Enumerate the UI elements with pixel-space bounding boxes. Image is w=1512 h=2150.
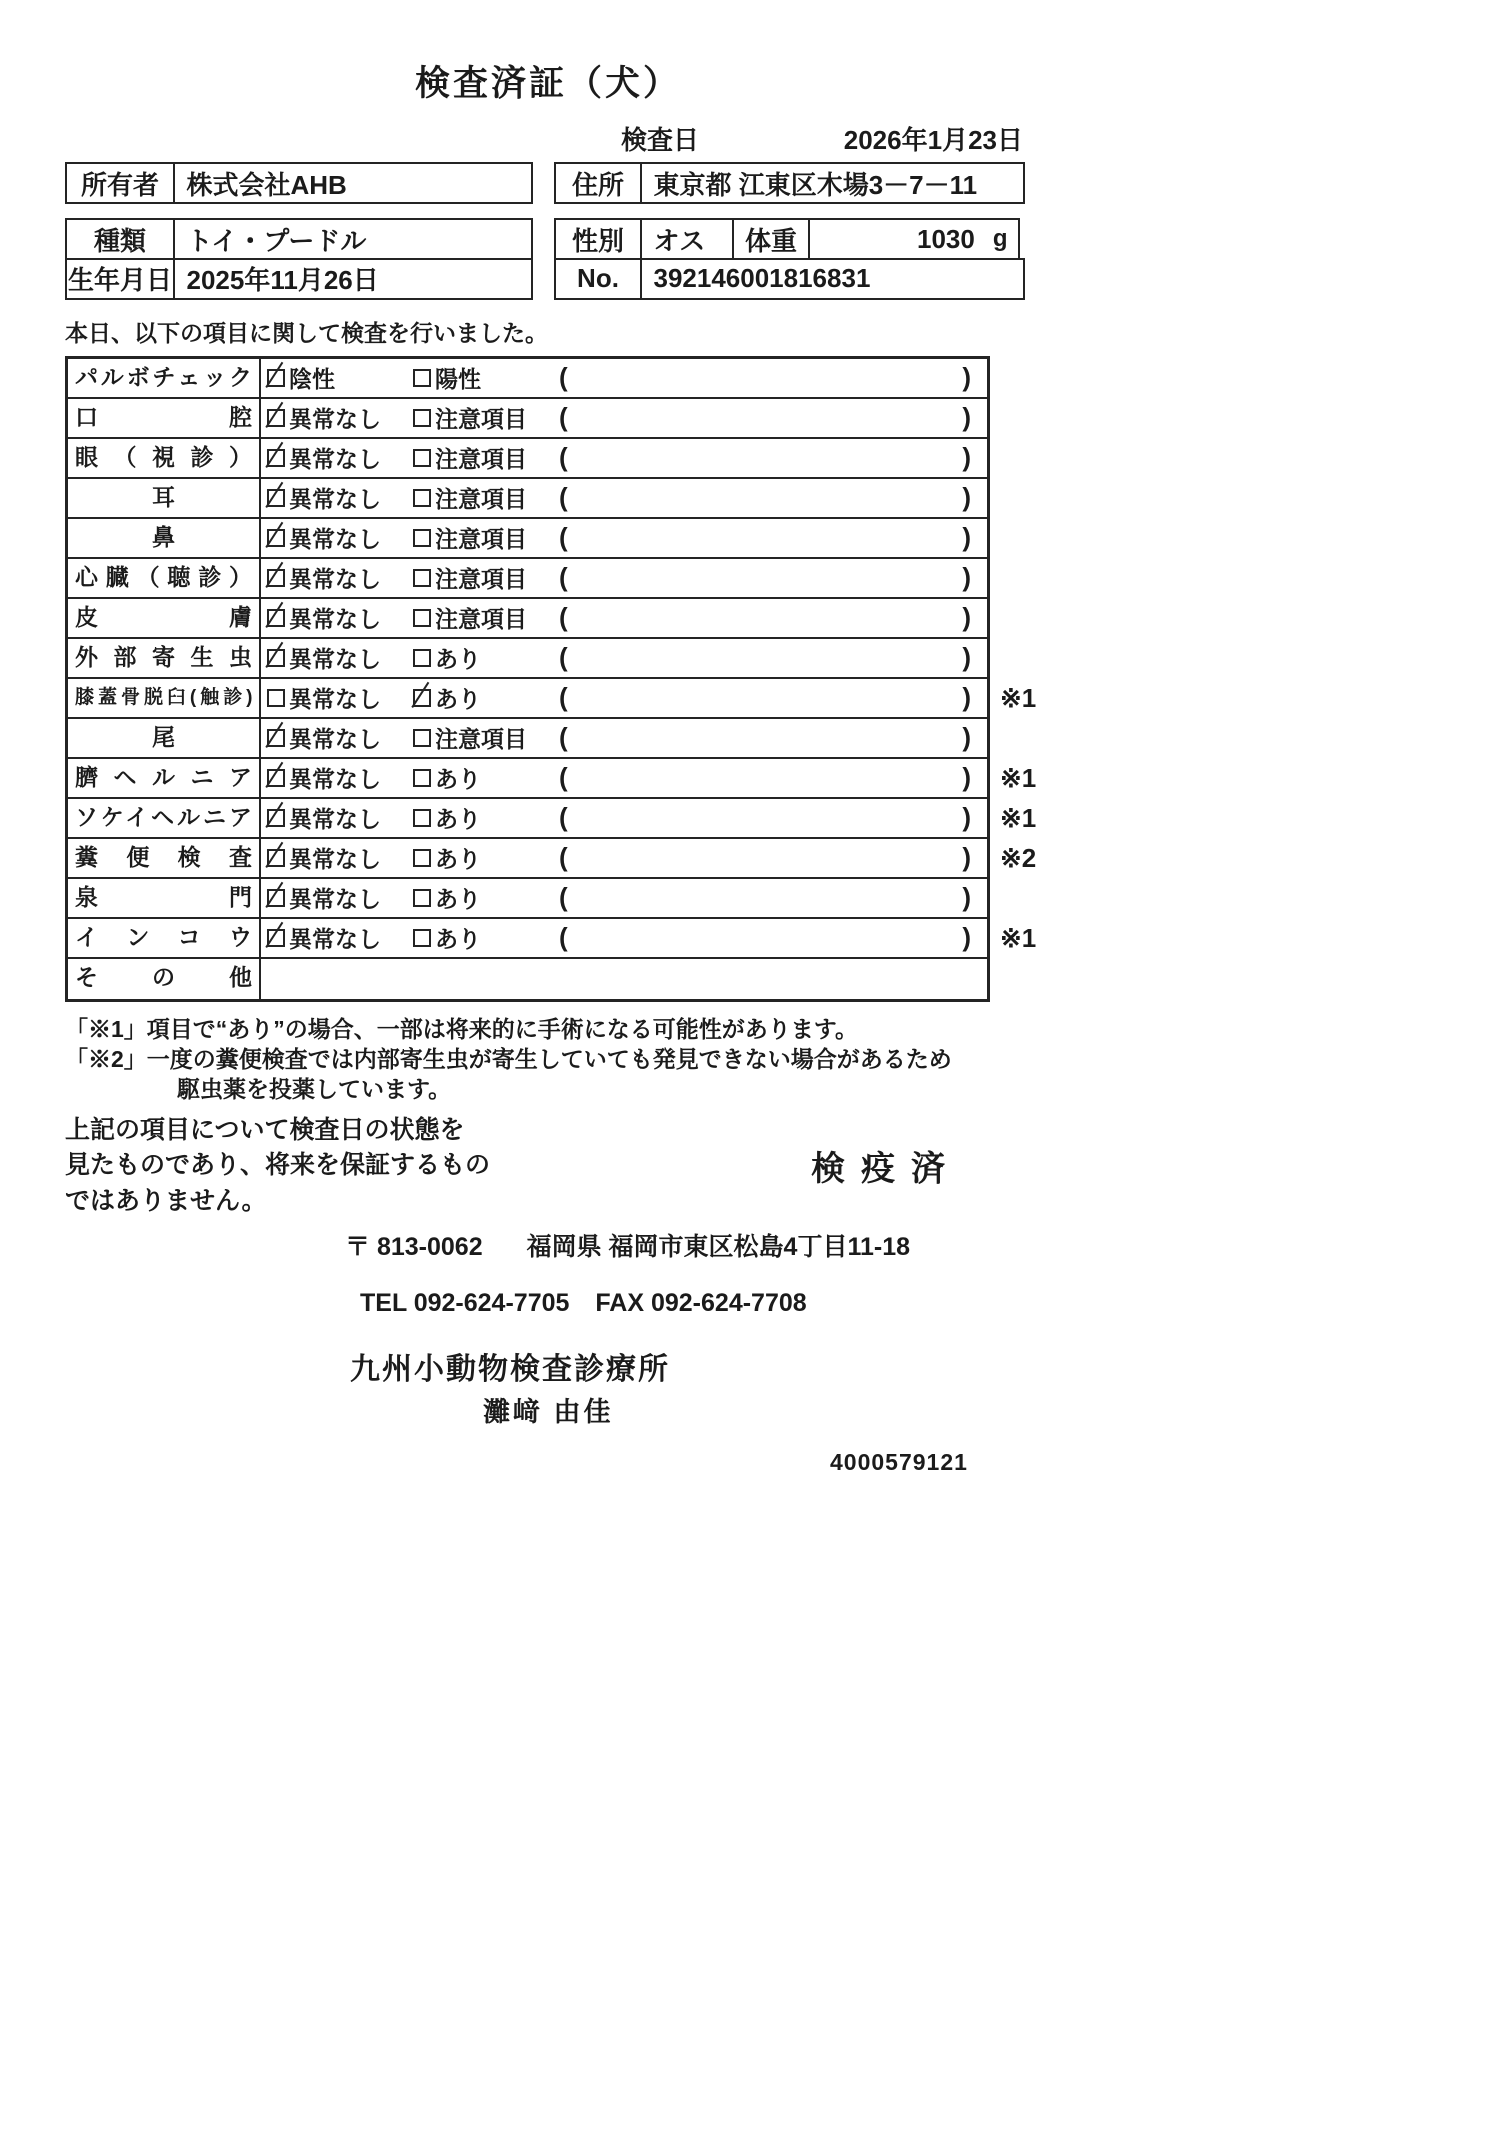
check-item-label: 糞便検査 (68, 839, 261, 877)
birthdate-value: 2025年11月26日 (173, 258, 533, 300)
remark-note: ※1 (1000, 922, 1037, 953)
paren-open: ( (559, 522, 568, 552)
paren-close: ) (962, 802, 971, 832)
check-options (261, 399, 987, 437)
check-option-label: 異常なし (289, 886, 381, 912)
paren-close: ) (962, 722, 971, 752)
checkbox-empty-icon (413, 609, 431, 627)
check-options (261, 799, 987, 837)
result-parentheses (559, 842, 987, 873)
check-option (267, 401, 413, 434)
checkbox-checked-icon (267, 569, 285, 587)
check-row (68, 879, 987, 919)
owner-row (65, 162, 1031, 204)
checkbox-checked-icon (267, 369, 285, 387)
check-options (261, 879, 987, 917)
check-option-label: 異常なし (289, 806, 381, 832)
check-item-label: 泉門 (68, 879, 261, 917)
owner-label: 所有者 (65, 162, 175, 204)
paren-close: ) (962, 642, 971, 672)
check-option-label: あり (435, 766, 481, 792)
check-option (267, 441, 413, 474)
result-parentheses (559, 642, 987, 673)
checkbox-empty-icon (413, 809, 431, 827)
check-option (267, 681, 413, 714)
clinic-address: 福岡県 福岡市東区松島4丁目11-18 (526, 1233, 911, 1262)
check-option (267, 841, 413, 874)
check-option-label: 陰性 (289, 366, 335, 392)
check-option (413, 761, 559, 794)
result-parentheses (559, 762, 987, 793)
check-option-label: 異常なし (289, 566, 381, 592)
check-options (261, 639, 987, 677)
clinic-postal-code: 〒 813-0062 (345, 1233, 483, 1262)
paren-close: ) (962, 562, 971, 592)
check-option-label: あり (435, 806, 481, 832)
check-options (261, 759, 987, 797)
check-option-label: あり (435, 926, 481, 952)
check-option (413, 721, 559, 754)
result-parentheses (559, 802, 987, 833)
check-row (68, 639, 987, 679)
check-item-label: 口腔 (68, 399, 261, 437)
check-option (413, 801, 559, 834)
check-options (261, 679, 987, 717)
breed-row (65, 218, 1031, 260)
check-option-label: 注意項目 (435, 606, 527, 632)
check-row (68, 519, 987, 559)
birthdate-label: 生年月日 (65, 258, 175, 300)
checkbox-empty-icon (413, 769, 431, 787)
paren-close: ) (962, 522, 971, 552)
check-row (68, 679, 1037, 719)
check-option-label: あり (435, 646, 481, 672)
paren-open: ( (559, 842, 568, 872)
checkbox-checked-icon (267, 929, 285, 947)
check-row (68, 719, 987, 759)
checkbox-empty-icon (413, 849, 431, 867)
check-option-label: 陽性 (435, 366, 481, 392)
check-option-label: あり (435, 846, 481, 872)
sex-label: 性別 (554, 218, 642, 260)
check-option (413, 361, 559, 394)
check-item-label: その他 (68, 959, 261, 999)
paren-close: ) (962, 922, 971, 952)
disclaimer-text (65, 1113, 490, 1220)
paren-open: ( (559, 802, 568, 832)
remark-note: ※2 (1000, 842, 1037, 873)
document-serial-number: 4000579121 (830, 1449, 968, 1476)
check-option (267, 601, 413, 634)
check-item-label: ソケイヘルニア (68, 799, 261, 837)
veterinarian-name: 灘﨑 由佳 (483, 1397, 614, 1428)
check-row (68, 839, 1037, 879)
result-parentheses (559, 882, 987, 913)
result-parentheses (559, 362, 987, 393)
intro-text: 本日、以下の項目に関して検査を行いました。 (65, 319, 548, 346)
disclaimer-line-2: 見たものであり、将来を保証するもの (65, 1151, 491, 1180)
check-options (261, 559, 987, 597)
remark-note: ※1 (1000, 682, 1037, 713)
paren-close: ) (962, 362, 971, 392)
address-value: 東京都 江東区木場3－7－11 (640, 162, 1025, 204)
checkbox-checked-icon (267, 489, 285, 507)
check-options (261, 359, 987, 397)
checkbox-empty-icon (413, 489, 431, 507)
weight-label: 体重 (732, 218, 810, 260)
birthdate-row (65, 258, 1031, 300)
result-parentheses (559, 482, 987, 513)
paren-close: ) (962, 442, 971, 472)
footnote-line-3: 駆虫薬を投薬しています。 (177, 1076, 452, 1103)
check-option (413, 681, 559, 714)
clinic-contact-line (65, 1289, 1031, 1318)
paren-open: ( (559, 722, 568, 752)
paren-close: ) (962, 882, 971, 912)
check-option (413, 601, 559, 634)
check-option-label: 注意項目 (435, 566, 527, 592)
check-item-label: パルボチェック (68, 359, 261, 397)
check-option (267, 521, 413, 554)
check-options (261, 599, 987, 637)
result-parentheses (559, 522, 987, 553)
checkbox-empty-icon (413, 569, 431, 587)
check-item-label: 耳 (68, 479, 261, 517)
id-number-value: 392146001816831 (640, 258, 1025, 300)
result-parentheses (559, 922, 987, 953)
paren-close: ) (962, 602, 971, 632)
paren-open: ( (559, 762, 568, 792)
check-option (413, 401, 559, 434)
check-item-label: 眼（視診） (68, 439, 261, 477)
check-option (267, 801, 413, 834)
clinic-fax: FAX 092-624-7708 (595, 1289, 807, 1318)
check-item-label: 臍ヘルニア (68, 759, 261, 797)
page-title: 検査済証（犬） (414, 64, 681, 103)
inspection-date-value: 2026年1月23日 (843, 124, 1023, 155)
paren-open: ( (559, 882, 568, 912)
breed-value: トイ・プードル (173, 218, 533, 260)
paren-open: ( (559, 642, 568, 672)
check-option-label: 注意項目 (435, 446, 527, 472)
check-options (261, 479, 987, 517)
checkbox-empty-icon (413, 369, 431, 387)
paren-close: ) (962, 762, 971, 792)
check-option (413, 841, 559, 874)
check-option (267, 481, 413, 514)
animal-info-table (65, 218, 1031, 300)
check-option (267, 561, 413, 594)
clinic-name: 九州小動物検査診療所 (350, 1353, 670, 1387)
check-row (68, 759, 1037, 799)
check-row (68, 439, 987, 479)
check-option (267, 721, 413, 754)
disclaimer-row (65, 1113, 1031, 1220)
check-options (261, 959, 987, 999)
check-item-label: 外部寄生虫 (68, 639, 261, 677)
result-parentheses (559, 682, 987, 713)
check-item-label: 鼻 (68, 519, 261, 557)
paren-close: ) (962, 842, 971, 872)
check-options (261, 519, 987, 557)
check-option-label: 異常なし (289, 486, 381, 512)
clinic-tel: TEL 092-624-7705 (360, 1289, 570, 1318)
check-option-label: 異常なし (289, 766, 381, 792)
check-options (261, 439, 987, 477)
check-options (261, 839, 987, 877)
check-option-label: 異常なし (289, 726, 381, 752)
weight-value: 1030 (916, 223, 975, 254)
id-number-label: No. (554, 258, 642, 300)
checkbox-checked-icon (267, 529, 285, 547)
check-item-label: 心臓（聴診） (68, 559, 261, 597)
check-item-label: 膝蓋骨脱臼(触診) (68, 679, 261, 717)
check-row (68, 599, 987, 639)
check-option-label: 異常なし (289, 406, 381, 432)
check-option-label: 異常なし (289, 686, 381, 712)
check-row (68, 919, 1037, 959)
footnote-line-1: 「※1」項目で“あり”の場合、一部は将来的に手術になる可能性があります。 (65, 1015, 858, 1042)
certificate-content (65, 56, 1037, 1476)
check-option-label: 注意項目 (435, 726, 527, 752)
check-option-label: 異常なし (289, 446, 381, 472)
check-option (413, 921, 559, 954)
checkbox-empty-icon (413, 409, 431, 427)
weight-unit: g (992, 225, 1008, 252)
checkbox-empty-icon (413, 649, 431, 667)
remark-note: ※1 (1000, 802, 1037, 833)
table-gap (533, 162, 557, 204)
check-option-label: 異常なし (289, 646, 381, 672)
check-option (413, 521, 559, 554)
result-parentheses (559, 722, 987, 753)
paren-open: ( (559, 362, 568, 392)
checkbox-empty-icon (267, 689, 285, 707)
checkbox-checked-icon (267, 609, 285, 627)
check-table (65, 356, 1037, 1002)
paren-open: ( (559, 922, 568, 952)
check-item-label: 皮膚 (68, 599, 261, 637)
check-option (267, 881, 413, 914)
check-item-label: 尾 (68, 719, 261, 757)
check-row (68, 479, 987, 519)
clinic-address-line (65, 1227, 1031, 1263)
check-option-label: 異常なし (289, 846, 381, 872)
table-gap (533, 258, 557, 300)
check-row (68, 559, 987, 599)
checkbox-checked-icon (267, 409, 285, 427)
paren-open: ( (559, 442, 568, 472)
checkbox-checked-icon (413, 689, 431, 707)
check-option-label: 注意項目 (435, 486, 527, 512)
disclaimer-line-3: ではありません。 (65, 1186, 267, 1215)
paren-close: ) (962, 402, 971, 432)
owner-value: 株式会社AHB (173, 162, 533, 204)
check-option-label: 異常なし (289, 926, 381, 952)
quarantine-passed-stamp: 検疫済 (811, 1150, 961, 1189)
check-option (413, 641, 559, 674)
checkbox-checked-icon (267, 809, 285, 827)
check-row (68, 359, 987, 399)
paren-open: ( (559, 402, 568, 432)
checkbox-checked-icon (267, 769, 285, 787)
check-option-label: 注意項目 (435, 526, 527, 552)
remark-note: ※1 (1000, 762, 1037, 793)
checkbox-checked-icon (267, 449, 285, 467)
result-parentheses (559, 562, 987, 593)
check-row (68, 959, 987, 999)
checkbox-empty-icon (413, 929, 431, 947)
checkbox-checked-icon (267, 889, 285, 907)
checkbox-empty-icon (413, 889, 431, 907)
paren-close: ) (962, 482, 971, 512)
check-options (261, 919, 987, 957)
footnotes (65, 1014, 1031, 1105)
check-option (267, 921, 413, 954)
sex-value: オス (640, 218, 735, 260)
footnote-line-2: 「※2」一度の糞便検査では内部寄生虫が寄生していても発見できない場合があるため (65, 1045, 952, 1072)
address-label: 住所 (554, 162, 642, 204)
check-row (68, 399, 987, 439)
check-row (68, 799, 1037, 839)
inspection-date-line (65, 122, 1031, 154)
weight-value-cell (808, 218, 1020, 260)
checkbox-empty-icon (413, 529, 431, 547)
checkbox-empty-icon (413, 729, 431, 747)
check-option (413, 561, 559, 594)
checkbox-checked-icon (267, 649, 285, 667)
paren-open: ( (559, 482, 568, 512)
paren-open: ( (559, 562, 568, 592)
check-item-label: インコウ (68, 919, 261, 957)
inspection-date-label: 検査日 (621, 124, 700, 155)
result-parentheses (559, 602, 987, 633)
check-option-label: 異常なし (289, 606, 381, 632)
check-options (261, 719, 987, 757)
paren-open: ( (559, 602, 568, 632)
check-option (413, 881, 559, 914)
paren-open: ( (559, 682, 568, 712)
check-option (413, 441, 559, 474)
result-parentheses (559, 442, 987, 473)
result-parentheses (559, 402, 987, 433)
checkbox-checked-icon (267, 729, 285, 747)
check-option-label: 異常なし (289, 526, 381, 552)
check-option-label: 注意項目 (435, 406, 527, 432)
paren-close: ) (962, 682, 971, 712)
check-option (267, 761, 413, 794)
check-option-label: あり (435, 686, 481, 712)
breed-label: 種類 (65, 218, 175, 260)
check-option-label: あり (435, 886, 481, 912)
check-option (267, 361, 413, 394)
table-gap (533, 218, 557, 260)
disclaimer-line-1: 上記の項目について検査日の状態を (65, 1115, 465, 1144)
check-option (413, 481, 559, 514)
checkbox-checked-icon (267, 849, 285, 867)
checkbox-empty-icon (413, 449, 431, 467)
check-option (267, 641, 413, 674)
